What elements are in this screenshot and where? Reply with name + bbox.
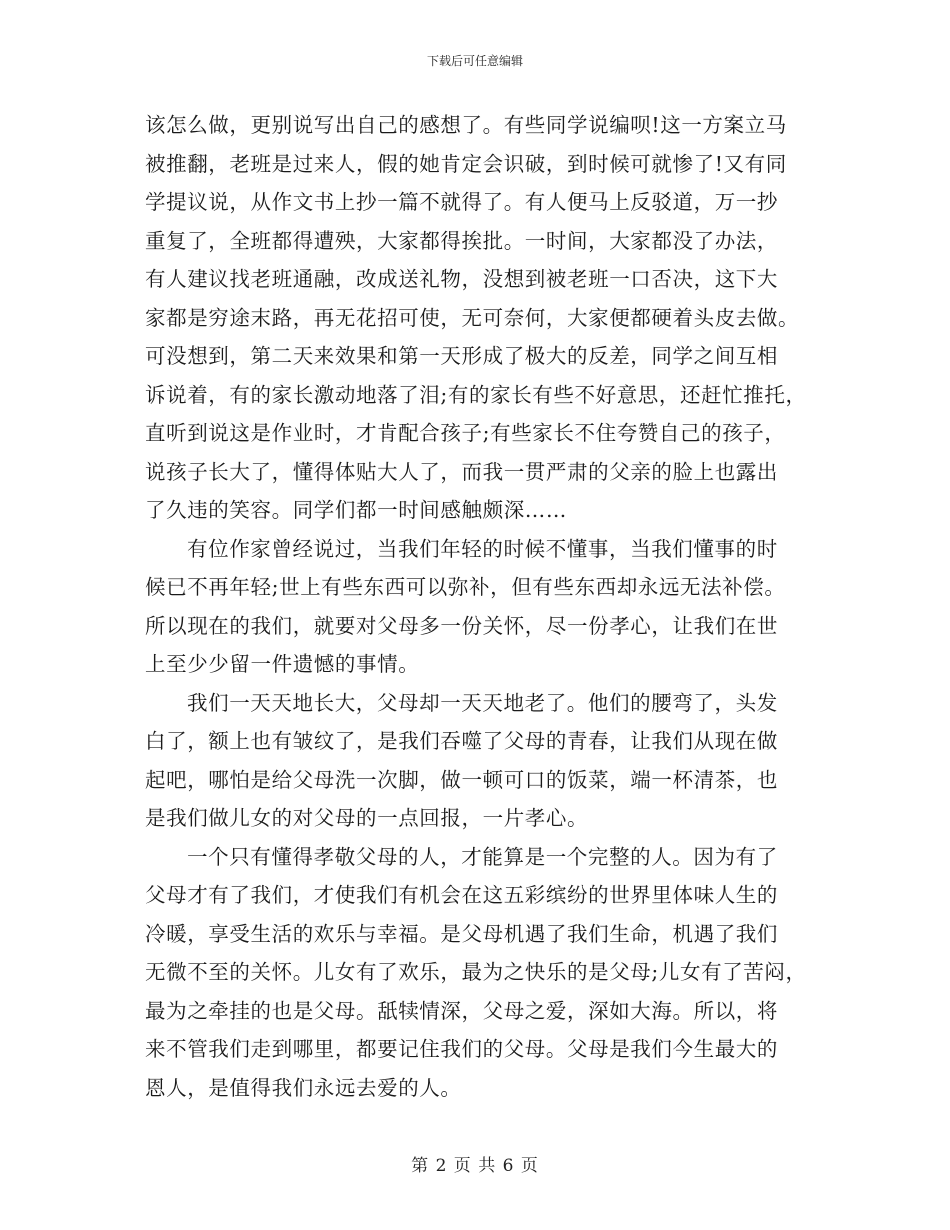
text-line: 恩人，是值得我们永远去爱的人。 — [145, 1075, 462, 1100]
text-line: 所以现在的我们，就要对父母多一份关怀，尽一份孝心，让我们在世 — [145, 613, 778, 638]
text-line: 冷暖，享受生活的欢乐与幸福。是父母机遇了我们生命，机遇了我们 — [145, 921, 778, 946]
text-line: 白了，额上也有皱纹了，是我们吞噬了父母的青春，让我们从现在做 — [145, 729, 778, 753]
page-header: 下载后可任意编辑 — [426, 54, 523, 68]
paragraph-1 — [145, 106, 805, 530]
paragraph-2 — [145, 530, 805, 684]
paragraph-3 — [145, 684, 805, 838]
text-line: 说孩子长大了，懂得体贴大人了，而我一贯严肃的父亲的脸上也露出 — [145, 459, 778, 484]
text-line: 最为之牵挂的也是父母。舐犊情深，父母之爱，深如大海。所以，将 — [145, 998, 778, 1023]
text-line: 父母才有了我们，才使我们有机会在这五彩缤纷的世界里体味人生的 — [145, 883, 778, 907]
text-line: 来不管我们走到哪里，都要记住我们的父母。父母是我们今生最大的 — [145, 1037, 778, 1061]
text-line: 有位作家曾经说过，当我们年轻的时候不懂事，当我们懂事的时 — [187, 536, 778, 561]
text-line: 我们一天天地长大，父母却一天天地老了。他们的腰弯了，头发 — [187, 690, 778, 715]
text-line: 候已不再年轻;世上有些东西可以弥补，但有些东西却永远无法补偿。 — [145, 575, 786, 599]
text-line: 该怎么做，更别说写出自己的感想了。有些同学说编呗!这一方案立马 — [145, 113, 787, 137]
text-line: 无微不至的关怀。儿女有了欢乐，最为之快乐的是父母;儿女有了苦闷， — [145, 960, 807, 984]
text-line: 学提议说，从作文书上抄一篇不就得了。有人便马上反驳道，万一抄 — [145, 190, 778, 214]
text-line: 被推翻，老班是过来人，假的她肯定会识破，到时候可就惨了!又有同 — [145, 151, 787, 176]
text-line: 直听到说这是作业时，才肯配合孩子;有些家长不住夸赞自己的孩子， — [145, 421, 786, 445]
text-line: 是我们做儿女的对父母的一点回报，一片孝心。 — [145, 806, 589, 830]
text-line: 一个只有懂得孝敬父母的人，才能算是一个完整的人。因为有了 — [187, 844, 778, 869]
paragraph-4 — [145, 838, 805, 1108]
text-line: 可没想到，第二天来效果和第一天形成了极大的反差，同学之间互相 — [145, 344, 778, 368]
text-line: 了久违的笑容。同学们都一时间感触颇深…… — [145, 498, 567, 522]
text-line: 有人建议找老班通融，改成送礼物，没想到被老班一口否决，这下大 — [145, 267, 778, 291]
text-line: 家都是穷途末路，再无花招可使，无可奈何，大家便都硬着头皮去做。 — [145, 305, 800, 330]
text-line: 诉说着，有的家长激动地落了泪;有的家长有些不好意思，还赶忙推托， — [145, 382, 807, 407]
text-line: 起吧，哪怕是给父母洗一次脚，做一顿可口的饭菜，端一杯清茶，也 — [145, 767, 778, 792]
text-line: 重复了，全班都得遭殃，大家都得挨批。一时间，大家都没了办法， — [145, 228, 778, 253]
document-body — [145, 106, 805, 1107]
text-line: 上至少少留一件遗憾的事情。 — [145, 652, 420, 676]
page-number-footer: 第 2 页 共 6 页 — [411, 1156, 539, 1176]
